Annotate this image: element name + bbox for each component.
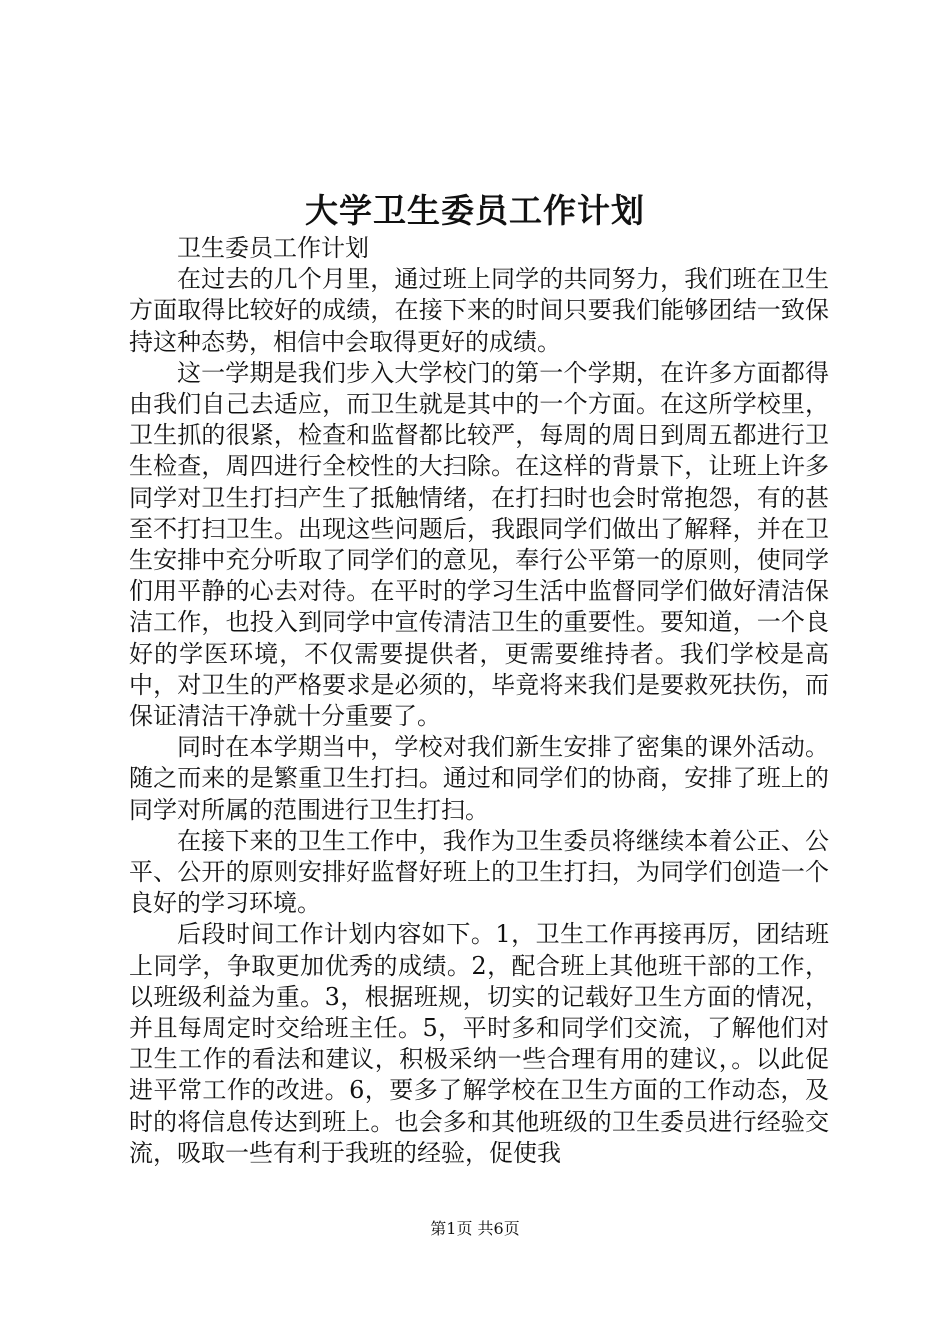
paragraph-subtitle: 卫生委员工作计划 [177, 234, 369, 262]
paragraph: 在过去的几个月里，通过班上同学的共同努力，我们班在卫生方面取得比较好的成绩，在接下来的时间只要我们能够团结一致保持这种态势，相信中会取得更好的成绩。 [129, 265, 829, 356]
page-footer: 第1页 共6页 [430, 1219, 520, 1238]
paragraph: 后段时间工作计划内容如下。1，卫生工作再接再厉，团结班上同学，争取更加优秀的成绩。2，配合班上其他班干部的工作，以班级利益为重。3，根据班规，切实的记载好卫生方面的情况，并且每周定时交给班主任。5，平时多和同学们交流，了解他们对卫生工作的看法和建议，积极采纳一些合理有用的建议，。以此促进平常工作的改进。6，要多了解学校在卫生方面的工作动态，及时的将信息传达到班上。也会多和其他班级的卫生委员进行经验交流，吸取一些有利于我班的经验，促使我 [129, 920, 829, 1167]
paragraph: 在接下来的卫生工作中，我作为卫生委员将继续本着公正、公平、公开的原则安排好监督好班上的卫生打扫，为同学们创造一个良好的学习环境。 [129, 826, 829, 918]
document-body [129, 233, 829, 1169]
paragraph: 这一学期是我们步入大学校门的第一个学期，在许多方面都得由我们自己去适应，而卫生就是其中的一个方面。在这所学校里，卫生抓的很紧，检查和监督都比较严，每周的周日到周五都进行卫生检查，周四进行全校性的大扫除。在这样的背景下，让班上许多同学对卫生打扫产生了抵触情绪，在打扫时也会时常抱怨，有的甚至不打扫卫生。出现这些问题后，我跟同学们做出了解释，并在卫生安排中充分听取了同学们的意见，奉行公平第一的原则，使同学们用平静的心去对待。在平时的学习生活中监督同学们做好清洁保洁工作，也投入到同学中宣传清洁卫生的重要性。要知道，一个良好的学医环境，不仅需要提供者，更需要维持者。我们学校是高中，对卫生的严格要求是必须的，毕竟将来我们是要救死扶伤，而保证清洁干净就十分重要了。 [129, 358, 829, 731]
document-title: 大学卫生委员工作计划 [305, 191, 645, 230]
paragraph: 同时在本学期当中，学校对我们新生安排了密集的课外活动。随之而来的是繁重卫生打扫。通过和同学们的协商，安排了班上的同学对所属的范围进行卫生打扫。 [129, 733, 829, 824]
